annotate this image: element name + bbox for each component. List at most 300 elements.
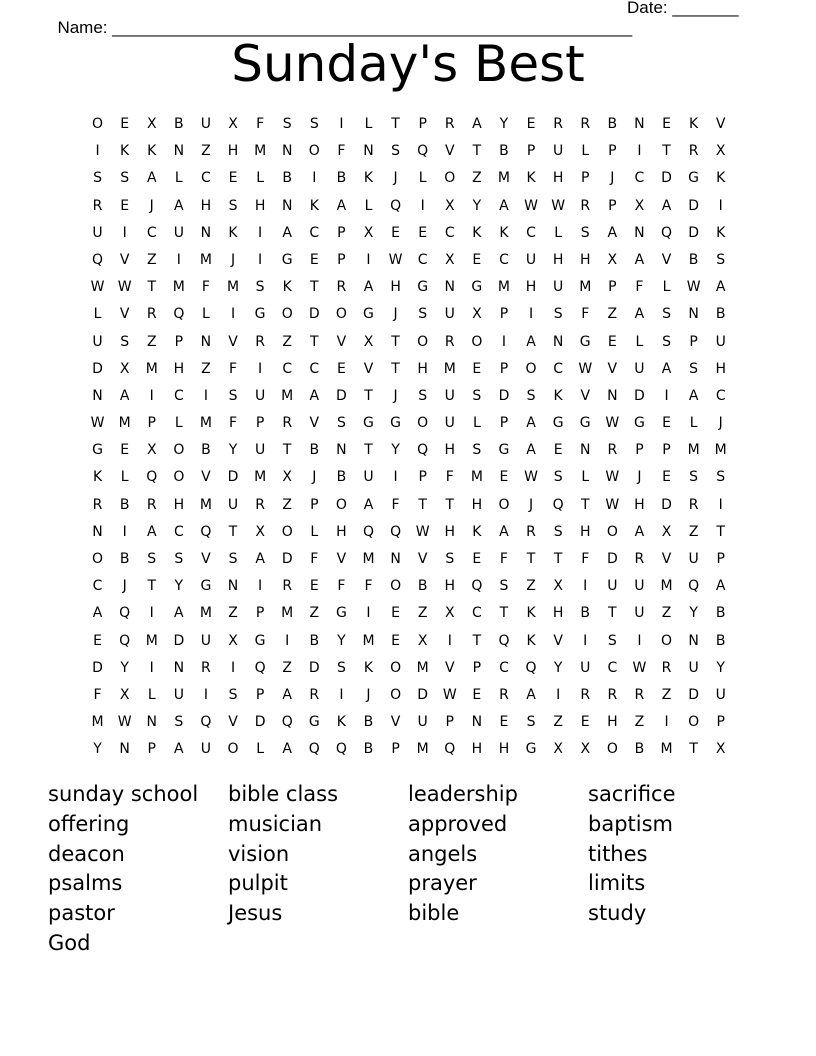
grid-letter: T bbox=[228, 523, 238, 540]
grid-letter: X bbox=[580, 741, 591, 758]
grid-letter: U bbox=[173, 686, 184, 703]
grid-letter: R bbox=[526, 523, 536, 540]
grid-letter: R bbox=[499, 686, 509, 703]
grid-letter: P bbox=[445, 714, 454, 731]
grid-letter: E bbox=[309, 578, 319, 595]
grid-letter: Z bbox=[228, 605, 238, 622]
grid-letter: A bbox=[472, 116, 482, 132]
grid-letter: U bbox=[688, 551, 699, 567]
grid-letter: Q bbox=[362, 523, 374, 540]
grid-letter: S bbox=[336, 415, 346, 432]
grid-letter: Y bbox=[120, 659, 129, 676]
grid-letter: M bbox=[362, 632, 375, 649]
grid-letter: C bbox=[92, 578, 103, 595]
grid-letter: O bbox=[606, 523, 618, 540]
grid-letter: I bbox=[149, 387, 154, 404]
grid-letter: N bbox=[579, 442, 591, 459]
grid-letter: S bbox=[716, 469, 726, 486]
grid-letter: S bbox=[418, 306, 428, 323]
grid-letter: I bbox=[366, 251, 371, 268]
grid-letter: E bbox=[309, 251, 319, 268]
grid-letter: B bbox=[201, 442, 211, 459]
grid-letter: P bbox=[337, 251, 346, 268]
grid-letter: A bbox=[634, 251, 645, 268]
grid-letter: A bbox=[255, 551, 265, 567]
grid-letter: Y bbox=[93, 741, 102, 758]
grid-letter: T bbox=[391, 116, 400, 132]
grid-letter: F bbox=[445, 469, 454, 486]
grid-letter: M bbox=[199, 496, 212, 513]
grid-letter: T bbox=[472, 143, 482, 160]
grid-letter: Z bbox=[472, 170, 482, 187]
grid-letter: W bbox=[117, 279, 132, 296]
grid-letter: L bbox=[364, 116, 373, 132]
grid-letter: P bbox=[337, 224, 346, 241]
grid-letter: I bbox=[420, 197, 425, 214]
grid-letter: Z bbox=[309, 605, 320, 622]
word-list-item: psalms bbox=[48, 871, 123, 896]
grid-letter: I bbox=[95, 143, 100, 160]
grid-letter: A bbox=[174, 605, 184, 622]
grid-letter: D bbox=[92, 360, 103, 377]
grid-letter: I bbox=[556, 686, 561, 703]
grid-letter: O bbox=[92, 116, 104, 132]
grid-letter: N bbox=[688, 632, 699, 649]
grid-letter: E bbox=[93, 632, 102, 649]
word-list-item: approved bbox=[408, 811, 508, 836]
grid-letter: D bbox=[606, 551, 618, 567]
grid-letter: H bbox=[552, 251, 564, 268]
grid-letter: O bbox=[661, 632, 673, 649]
grid-letter: E bbox=[499, 714, 509, 731]
grid-letter: H bbox=[525, 279, 537, 296]
grid-letter: V bbox=[390, 714, 401, 731]
grid-letter: V bbox=[363, 360, 374, 377]
grid-letter: W bbox=[686, 279, 701, 296]
grid-letter: C bbox=[282, 360, 293, 377]
grid-letter: Z bbox=[146, 251, 157, 268]
grid-letter: L bbox=[554, 224, 563, 241]
grid-letter: P bbox=[526, 143, 536, 160]
word-list-item: bible class bbox=[228, 782, 339, 806]
grid-letter: S bbox=[553, 306, 563, 323]
grid-letter: S bbox=[445, 551, 455, 567]
grid-letter: Q bbox=[417, 442, 429, 459]
grid-letter: K bbox=[336, 714, 346, 731]
grid-letter: D bbox=[498, 387, 510, 404]
word-list-item: Jesus bbox=[228, 901, 283, 926]
grid-letter: P bbox=[147, 741, 156, 758]
name-field-label[interactable]: Name: _______________________________________________________ bbox=[57, 18, 633, 37]
grid-letter: H bbox=[715, 360, 726, 377]
grid-letter: W bbox=[578, 360, 593, 377]
grid-letter: Q bbox=[390, 197, 402, 214]
grid-letter: E bbox=[336, 360, 346, 377]
grid-letter: P bbox=[391, 741, 400, 758]
grid-letter: S bbox=[553, 469, 563, 486]
grid-letter: N bbox=[173, 143, 185, 160]
grid-letter: H bbox=[444, 578, 456, 595]
word-list-item: pastor bbox=[48, 901, 115, 926]
grid-letter: B bbox=[715, 306, 726, 323]
grid-letter: U bbox=[254, 387, 266, 404]
grid-letter: M bbox=[281, 605, 294, 622]
grid-letter: S bbox=[526, 714, 536, 731]
grid-letter: R bbox=[146, 306, 157, 323]
grid-letter: T bbox=[147, 578, 157, 595]
grid-letter: X bbox=[553, 741, 563, 758]
date-field-label[interactable]: Date: _______ bbox=[627, 0, 739, 17]
grid-letter: L bbox=[174, 415, 183, 432]
grid-letter: O bbox=[335, 306, 347, 323]
grid-letter: S bbox=[282, 116, 292, 132]
grid-letter: O bbox=[498, 496, 510, 513]
grid-letter: W bbox=[524, 469, 538, 486]
grid-letter: G bbox=[254, 306, 266, 323]
grid-letter: L bbox=[310, 523, 319, 540]
grid-letter: S bbox=[472, 442, 482, 459]
grid-letter: U bbox=[227, 496, 239, 513]
grid-letter: E bbox=[228, 170, 238, 187]
grid-letter: S bbox=[147, 551, 157, 567]
grid-letter: W bbox=[632, 659, 647, 676]
grid-letter: Z bbox=[201, 143, 211, 160]
grid-letter: T bbox=[391, 333, 400, 350]
grid-letter: Z bbox=[661, 605, 672, 622]
grid-letter: D bbox=[336, 387, 347, 404]
grid-letter: X bbox=[553, 578, 563, 595]
grid-letter: H bbox=[607, 714, 618, 731]
grid-letter: A bbox=[336, 197, 347, 214]
grid-letter: V bbox=[715, 116, 726, 132]
grid-letter: J bbox=[610, 170, 615, 187]
letter-grid bbox=[84, 114, 734, 767]
grid-letter: R bbox=[92, 197, 103, 214]
grid-letter: C bbox=[526, 224, 536, 241]
grid-letter: U bbox=[607, 578, 618, 595]
grid-letter: T bbox=[526, 551, 536, 567]
grid-letter: V bbox=[119, 306, 130, 323]
grid-letter: L bbox=[120, 469, 129, 486]
grid-letter: G bbox=[579, 415, 591, 432]
grid-letter: S bbox=[120, 170, 130, 187]
word-list bbox=[48, 780, 768, 959]
grid-letter: Y bbox=[553, 659, 563, 676]
grid-letter: I bbox=[258, 360, 263, 377]
grid-letter: K bbox=[689, 116, 699, 132]
grid-letter: I bbox=[203, 387, 208, 404]
grid-letter: M bbox=[199, 415, 212, 432]
grid-letter: P bbox=[635, 442, 644, 459]
grid-letter: I bbox=[258, 224, 263, 241]
grid-letter: N bbox=[363, 143, 374, 160]
grid-letter: H bbox=[173, 360, 185, 377]
grid-letter: Y bbox=[689, 605, 698, 622]
grid-letter: R bbox=[661, 659, 672, 676]
grid-letter: T bbox=[472, 632, 482, 649]
grid-letter: G bbox=[308, 714, 320, 731]
grid-letter: G bbox=[254, 632, 266, 649]
grid-letter: M bbox=[172, 279, 185, 296]
grid-letter: M bbox=[281, 387, 294, 404]
grid-letter: I bbox=[583, 578, 588, 595]
grid-letter: X bbox=[417, 632, 428, 649]
grid-letter: A bbox=[661, 197, 672, 214]
grid-letter: V bbox=[444, 143, 455, 160]
word-list-item: sunday school bbox=[48, 782, 199, 806]
grid-letter: R bbox=[444, 116, 455, 132]
grid-letter: U bbox=[634, 578, 645, 595]
grid-letter: U bbox=[553, 143, 564, 160]
grid-letter: Q bbox=[498, 632, 510, 649]
grid-letter: C bbox=[499, 659, 509, 676]
grid-letter: H bbox=[254, 197, 266, 214]
word-list-item: musician bbox=[228, 811, 323, 836]
grid-letter: Q bbox=[444, 741, 456, 758]
grid-letter: S bbox=[472, 387, 482, 404]
grid-letter: K bbox=[147, 143, 157, 160]
grid-letter: O bbox=[390, 659, 402, 676]
grid-letter: C bbox=[309, 224, 320, 241]
grid-letter: J bbox=[528, 496, 534, 513]
grid-letter: Z bbox=[417, 605, 428, 622]
grid-letter: H bbox=[634, 496, 645, 513]
grid-letter: H bbox=[471, 741, 483, 758]
grid-letter: M bbox=[660, 741, 673, 758]
grid-letter: M bbox=[254, 143, 267, 160]
grid-letter: L bbox=[174, 170, 183, 187]
grid-letter: O bbox=[173, 442, 185, 459]
grid-letter: G bbox=[688, 170, 700, 187]
grid-letter: D bbox=[281, 551, 293, 567]
grid-letter: G bbox=[390, 415, 401, 432]
grid-letter: R bbox=[607, 442, 618, 459]
grid-letter: U bbox=[363, 469, 374, 486]
grid-letter: R bbox=[92, 496, 103, 513]
word-list-item: deacon bbox=[48, 841, 125, 866]
grid-letter: F bbox=[391, 496, 400, 513]
grid-letter: A bbox=[119, 387, 130, 404]
grid-letter: F bbox=[337, 143, 346, 160]
grid-letter: O bbox=[390, 686, 402, 703]
grid-letter: N bbox=[634, 224, 645, 241]
grid-letter: L bbox=[635, 333, 644, 350]
grid-letter: K bbox=[472, 523, 482, 540]
grid-letter: O bbox=[92, 551, 104, 567]
grid-letter: P bbox=[418, 116, 427, 132]
grid-letter: I bbox=[122, 224, 127, 241]
grid-letter: D bbox=[688, 197, 699, 214]
grid-letter: D bbox=[661, 496, 672, 513]
grid-letter: D bbox=[661, 170, 672, 187]
grid-letter: B bbox=[309, 632, 320, 649]
grid-letter: I bbox=[528, 306, 534, 323]
grid-letter: P bbox=[418, 469, 427, 486]
grid-letter: C bbox=[499, 251, 509, 268]
grid-letter: X bbox=[715, 741, 726, 758]
word-list-item: tithes bbox=[588, 841, 648, 866]
grid-letter: M bbox=[91, 714, 104, 731]
grid-letter: O bbox=[444, 170, 456, 187]
grid-letter: E bbox=[472, 686, 482, 703]
grid-letter: D bbox=[227, 469, 239, 486]
grid-letter: M bbox=[714, 442, 727, 459]
grid-letter: R bbox=[688, 496, 699, 513]
grid-letter: T bbox=[418, 496, 427, 513]
grid-letter: A bbox=[146, 170, 157, 187]
grid-letter: S bbox=[689, 360, 699, 377]
grid-letter: U bbox=[200, 116, 212, 132]
grid-letter: Q bbox=[417, 143, 429, 160]
grid-letter: E bbox=[120, 442, 130, 459]
grid-letter: X bbox=[444, 605, 455, 622]
grid-letter: O bbox=[281, 306, 293, 323]
grid-letter: V bbox=[661, 251, 672, 268]
grid-letter: F bbox=[310, 551, 319, 567]
grid-letter: E bbox=[526, 116, 536, 132]
grid-letter: V bbox=[336, 333, 347, 350]
grid-letter: P bbox=[255, 605, 265, 622]
grid-letter: G bbox=[552, 415, 564, 432]
grid-letter: R bbox=[634, 551, 645, 567]
grid-letter: S bbox=[662, 333, 671, 350]
grid-letter: Z bbox=[661, 686, 672, 703]
grid-letter: H bbox=[444, 442, 456, 459]
grid-letter: S bbox=[499, 578, 509, 595]
grid-letter: J bbox=[718, 415, 723, 432]
grid-letter: Q bbox=[254, 659, 266, 676]
grid-letter: F bbox=[337, 578, 346, 595]
grid-letter: I bbox=[339, 686, 344, 703]
grid-letter: G bbox=[471, 279, 483, 296]
grid-letter: A bbox=[715, 578, 726, 595]
grid-letter: L bbox=[147, 686, 156, 703]
grid-letter: X bbox=[119, 686, 130, 703]
grid-letter: H bbox=[498, 741, 510, 758]
grid-letter: N bbox=[119, 741, 130, 758]
grid-letter: B bbox=[363, 714, 374, 731]
grid-letter: W bbox=[117, 714, 132, 731]
grid-letter: A bbox=[174, 197, 184, 214]
grid-letter: A bbox=[634, 306, 645, 323]
grid-letter: X bbox=[715, 143, 726, 160]
grid-letter: U bbox=[688, 659, 699, 676]
grid-letter: H bbox=[227, 143, 239, 160]
grid-letter: P bbox=[499, 306, 509, 323]
grid-letter: M bbox=[687, 442, 700, 459]
word-list-item: baptism bbox=[588, 811, 673, 836]
grid-letter: H bbox=[417, 360, 428, 377]
grid-letter: C bbox=[173, 523, 184, 540]
grid-letter: O bbox=[173, 469, 185, 486]
grid-letter: K bbox=[553, 387, 563, 404]
grid-letter: W bbox=[551, 197, 566, 214]
grid-letter: A bbox=[526, 333, 536, 350]
grid-letter: T bbox=[716, 523, 725, 540]
grid-letter: X bbox=[146, 442, 157, 459]
grid-letter: A bbox=[715, 279, 726, 296]
grid-letter: C bbox=[444, 224, 455, 241]
grid-letter: X bbox=[228, 116, 238, 132]
grid-letter: N bbox=[200, 224, 212, 241]
grid-letter: K bbox=[92, 469, 103, 486]
grid-letter: Q bbox=[281, 714, 293, 731]
grid-letter: N bbox=[390, 551, 401, 567]
grid-letter: S bbox=[580, 224, 590, 241]
grid-letter: U bbox=[200, 632, 212, 649]
grid-letter: E bbox=[120, 197, 130, 214]
grid-letter: X bbox=[661, 523, 672, 540]
grid-letter: L bbox=[418, 170, 427, 187]
grid-letter: V bbox=[417, 551, 428, 567]
grid-letter: G bbox=[200, 578, 212, 595]
grid-letter: X bbox=[607, 251, 618, 268]
grid-letter: D bbox=[92, 659, 103, 676]
grid-letter: K bbox=[309, 197, 319, 214]
grid-letter: Z bbox=[688, 523, 699, 540]
grid-letter: O bbox=[227, 741, 239, 758]
grid-letter: Y bbox=[391, 442, 400, 459]
grid-letter: V bbox=[444, 659, 455, 676]
grid-letter: M bbox=[660, 578, 673, 595]
grid-letter: V bbox=[607, 360, 618, 377]
grid-letter: A bbox=[526, 442, 536, 459]
grid-letter: N bbox=[688, 306, 699, 323]
grid-letter: V bbox=[553, 632, 563, 649]
grid-letter: R bbox=[444, 333, 455, 350]
grid-letter: E bbox=[391, 605, 400, 622]
grid-letter: T bbox=[364, 387, 373, 404]
grid-letter: A bbox=[363, 279, 374, 296]
grid-letter: U bbox=[634, 605, 645, 622]
grid-letter: E bbox=[472, 360, 482, 377]
grid-letter: V bbox=[228, 333, 238, 350]
grid-letter: M bbox=[199, 251, 212, 268]
grid-letter: I bbox=[583, 632, 588, 649]
grid-letter: P bbox=[174, 333, 184, 350]
grid-letter: P bbox=[581, 170, 590, 187]
grid-letter: R bbox=[255, 333, 265, 350]
grid-letter: T bbox=[445, 496, 455, 513]
grid-letter: D bbox=[688, 224, 699, 241]
grid-letter: C bbox=[201, 170, 211, 187]
grid-letter: I bbox=[230, 306, 236, 323]
grid-letter: H bbox=[390, 279, 401, 296]
grid-letter: N bbox=[607, 387, 618, 404]
grid-letter: Y bbox=[499, 116, 509, 132]
grid-letter: M bbox=[226, 279, 240, 296]
grid-letter: T bbox=[689, 741, 698, 758]
grid-letter: Z bbox=[634, 714, 645, 731]
grid-letter: S bbox=[309, 116, 319, 132]
word-list-item: angels bbox=[408, 841, 478, 866]
page-title: Sunday's Best bbox=[231, 35, 585, 93]
grid-letter: O bbox=[281, 523, 293, 540]
grid-letter: E bbox=[472, 551, 482, 567]
grid-letter: Q bbox=[200, 523, 212, 540]
grid-letter: W bbox=[388, 251, 403, 268]
grid-letter: L bbox=[581, 469, 590, 486]
grid-letter: A bbox=[526, 686, 536, 703]
grid-letter: M bbox=[362, 551, 375, 567]
grid-letter: H bbox=[579, 251, 591, 268]
grid-letter: K bbox=[363, 659, 374, 676]
grid-letter: Q bbox=[119, 605, 131, 622]
grid-letter: L bbox=[689, 415, 698, 432]
grid-letter: I bbox=[447, 632, 452, 649]
grid-letter: I bbox=[149, 605, 154, 622]
grid-letter: U bbox=[715, 333, 726, 350]
